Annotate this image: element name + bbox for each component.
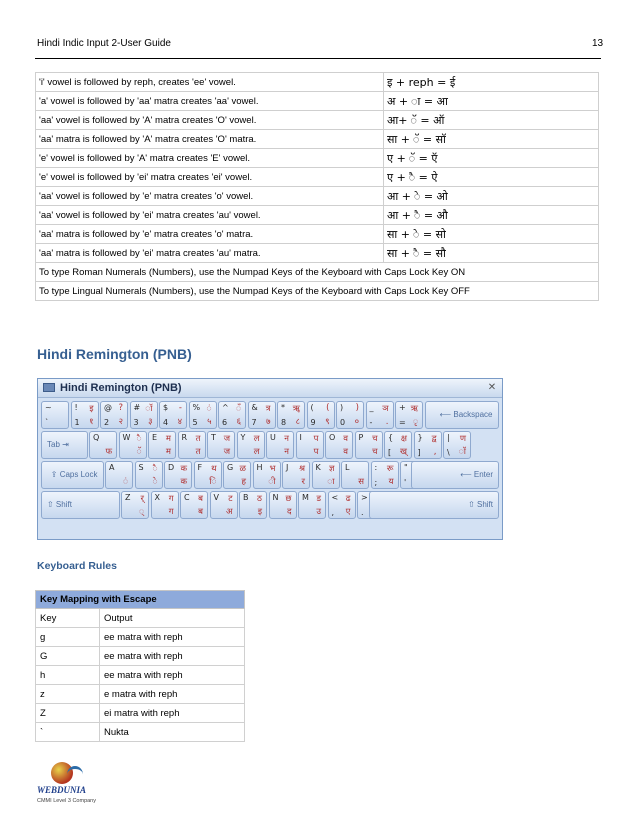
rule-description: 'a' vowel is followed by 'aa' matra creates 'aa' vowel. bbox=[36, 92, 384, 111]
key-shift-char: A bbox=[109, 463, 115, 472]
keyboard-key[interactable] bbox=[100, 401, 128, 429]
keyboard-key[interactable] bbox=[105, 461, 133, 489]
mapping-key: g bbox=[36, 628, 100, 647]
keyboard-row bbox=[41, 491, 499, 520]
key-hindi-char: र bbox=[301, 477, 305, 487]
key-hindi-char: फ bbox=[105, 447, 112, 457]
key-shift-char: + bbox=[399, 403, 406, 412]
key-hindi-char: ि bbox=[209, 477, 217, 487]
key-shift-char: E bbox=[152, 433, 158, 442]
keyboard-keys bbox=[41, 401, 499, 536]
mapping-key: z bbox=[36, 685, 100, 704]
key-hindi-shift-char: व bbox=[343, 434, 348, 444]
rule-description: 'aa' vowel is followed by 'e' matra creates 'o' vowel. bbox=[36, 187, 384, 206]
key-shift-char: I bbox=[299, 433, 302, 442]
key-shift-char: C bbox=[184, 493, 190, 502]
key-shift-char: L bbox=[345, 463, 350, 472]
keyboard-key[interactable] bbox=[121, 491, 149, 519]
keyboard-key[interactable] bbox=[178, 431, 206, 459]
rule-example: आ + ै = औ bbox=[384, 206, 599, 225]
key-hindi-shift-char: इ bbox=[89, 404, 94, 414]
key-hindi-char: ए bbox=[345, 507, 351, 517]
key-shift-char: } bbox=[417, 433, 423, 442]
key-hindi-char: ा bbox=[327, 477, 335, 487]
rule-example: सा + ॅ = सॉ bbox=[384, 130, 599, 149]
column-header: Key bbox=[36, 609, 100, 628]
key-hindi-char: ह bbox=[241, 477, 246, 487]
key-shift-char: $ bbox=[163, 403, 169, 412]
keyboard-key[interactable] bbox=[180, 491, 208, 519]
keyboard-key[interactable] bbox=[135, 461, 163, 489]
keyboard-key[interactable] bbox=[266, 431, 294, 459]
key-hindi-char: त bbox=[195, 447, 201, 457]
keyboard-key[interactable] bbox=[189, 401, 217, 429]
key-normal-char: , bbox=[331, 508, 335, 517]
keyboard-key[interactable] bbox=[298, 491, 326, 519]
keyboard-key[interactable] bbox=[341, 461, 369, 489]
key-shift-char: J bbox=[286, 463, 289, 472]
key-hindi-char: ॉ bbox=[458, 447, 466, 457]
key-shift-char: ( bbox=[310, 403, 314, 412]
keyboard-key[interactable] bbox=[119, 431, 147, 459]
key-shift-char: V bbox=[213, 493, 219, 502]
key-hindi-shift-char: ज्ञ bbox=[329, 464, 335, 474]
keyboard-key[interactable] bbox=[41, 401, 69, 429]
key-hindi-shift-char: ै bbox=[136, 434, 142, 444]
rule-description: 'i' vowel is followed by reph, creates 'ee' vowel. bbox=[36, 73, 384, 92]
table-row bbox=[36, 92, 599, 111]
keyboard-key[interactable] bbox=[414, 431, 442, 459]
mapping-key: Z bbox=[36, 704, 100, 723]
key-hindi-shift-char: च bbox=[372, 434, 378, 444]
key-hindi-shift-char: ड bbox=[316, 494, 321, 504]
key-hindi-char: य bbox=[388, 477, 394, 487]
key-shift-char: H bbox=[256, 463, 263, 472]
key-shift-char: " bbox=[404, 463, 408, 472]
keyboard-key[interactable] bbox=[325, 431, 353, 459]
table-row bbox=[36, 647, 245, 666]
key-hindi-char: ृ bbox=[412, 417, 418, 427]
key-shift-char: { bbox=[388, 433, 394, 442]
key-shift-char: B bbox=[243, 493, 249, 502]
key-hindi-char: च bbox=[372, 447, 378, 457]
keyboard-key[interactable] bbox=[384, 431, 412, 459]
key-normal-char: 6 bbox=[222, 418, 228, 427]
key-normal-char: [ bbox=[388, 448, 392, 457]
keyboard-key-shift[interactable] bbox=[369, 491, 499, 519]
key-hindi-char: अ bbox=[226, 507, 233, 517]
keyboard-row bbox=[41, 401, 499, 430]
keyboard-key[interactable] bbox=[282, 461, 310, 489]
mapping-key: h bbox=[36, 666, 100, 685]
key-hindi-shift-char: त bbox=[195, 434, 201, 444]
keyboard-key[interactable] bbox=[395, 401, 423, 429]
key-shift-char: < bbox=[331, 493, 339, 502]
key-hindi-char: ७ bbox=[266, 417, 271, 427]
key-shift-char: D bbox=[168, 463, 175, 472]
keyboard-key[interactable] bbox=[207, 431, 235, 459]
table-row bbox=[36, 187, 599, 206]
key-label: ⟵ Enter bbox=[460, 470, 493, 479]
key-hindi-shift-char: म bbox=[165, 434, 171, 444]
mapping-output: Nukta bbox=[100, 723, 245, 742]
table-row bbox=[36, 263, 599, 282]
key-shift-char: S bbox=[138, 463, 144, 472]
rule-description: 'e' vowel is followed by 'A' matra creates 'E' vowel. bbox=[36, 149, 384, 168]
rule-example: इ + reph = ई bbox=[384, 73, 599, 92]
key-label: ⟵ Backspace bbox=[439, 410, 493, 419]
key-hindi-shift-char: द्व bbox=[431, 434, 437, 444]
section-title: Hindi Remington (PNB) bbox=[37, 346, 192, 362]
keyboard-key[interactable] bbox=[366, 401, 394, 429]
keyboard-key[interactable] bbox=[371, 461, 399, 489]
key-shift-char: K bbox=[315, 463, 321, 472]
key-hindi-char: २ bbox=[118, 417, 123, 427]
key-shift-char: R bbox=[181, 433, 188, 442]
mapping-output: ei matra with reph bbox=[100, 704, 245, 723]
key-normal-char: 0 bbox=[340, 418, 346, 427]
table-row bbox=[36, 244, 599, 263]
key-normal-char: ] bbox=[417, 448, 421, 457]
table-row bbox=[36, 130, 599, 149]
key-hindi-shift-char: थ bbox=[211, 464, 217, 474]
keyboard-key[interactable] bbox=[210, 491, 238, 519]
key-shift-char: | bbox=[447, 433, 450, 442]
table-row bbox=[36, 111, 599, 130]
key-hindi-char: . bbox=[385, 417, 389, 427]
key-hindi-char: ् bbox=[138, 507, 144, 517]
mapping-key: ` bbox=[36, 723, 100, 742]
key-hindi-shift-char: ै bbox=[152, 464, 158, 474]
rule-description: 'e' vowel is followed by 'ei' matra creates 'ei' vowel. bbox=[36, 168, 384, 187]
keyboard-key[interactable] bbox=[148, 431, 176, 459]
keyboard-key[interactable] bbox=[194, 461, 222, 489]
keyboard-key-shift[interactable] bbox=[41, 491, 120, 519]
key-normal-char: - bbox=[369, 418, 373, 427]
key-hindi-shift-char: ॠ bbox=[292, 404, 300, 414]
keyboard-window bbox=[37, 378, 503, 540]
keyboard-key[interactable] bbox=[355, 431, 383, 459]
key-label: Tab ⇥ bbox=[47, 440, 69, 449]
keyboard-key-tab[interactable] bbox=[41, 431, 88, 459]
key-hindi-char: ब bbox=[198, 507, 203, 517]
key-shift-char: N bbox=[272, 493, 279, 502]
key-normal-char: ' bbox=[404, 478, 407, 487]
key-shift-char: F bbox=[197, 463, 203, 472]
key-normal-char: 7 bbox=[251, 418, 257, 427]
key-shift-char: : bbox=[374, 463, 378, 472]
key-shift-char: M bbox=[302, 493, 309, 502]
key-shift-char: % bbox=[192, 403, 201, 412]
keyboard-key[interactable] bbox=[237, 431, 265, 459]
key-hindi-shift-char: क bbox=[180, 464, 187, 474]
key-hindi-shift-char: प bbox=[313, 434, 319, 444]
column-header: Output bbox=[100, 609, 245, 628]
key-hindi-shift-char: ं bbox=[206, 404, 212, 414]
keyboard-key-backspace[interactable] bbox=[425, 401, 499, 429]
key-hindi-char: ४ bbox=[177, 417, 182, 427]
mapping-key: G bbox=[36, 647, 100, 666]
key-shift-char: @ bbox=[104, 403, 112, 412]
table-row bbox=[36, 685, 245, 704]
key-shift-char: ~ bbox=[45, 403, 52, 412]
key-hindi-char: ६ bbox=[236, 417, 241, 427]
key-hindi-char: ३ bbox=[148, 417, 153, 427]
key-normal-char: 9 bbox=[310, 418, 316, 427]
key-label: ⇪ Caps Lock bbox=[50, 470, 98, 479]
key-label: ⇧ Shift bbox=[468, 500, 493, 509]
key-hindi-shift-char: क्ष bbox=[400, 434, 407, 444]
mapping-output: e matra with reph bbox=[100, 685, 245, 704]
table-row bbox=[36, 628, 245, 647]
key-hindi-shift-char: ब bbox=[198, 494, 203, 504]
table-row bbox=[36, 704, 245, 723]
key-hindi-char: ८ bbox=[295, 417, 300, 427]
keyboard-row bbox=[41, 461, 499, 490]
key-shift-char: Z bbox=[125, 493, 131, 502]
key-hindi-shift-char: न bbox=[284, 434, 289, 444]
mapping-output: ee matra with reph bbox=[100, 647, 245, 666]
key-shift-char: U bbox=[270, 433, 276, 442]
key-hindi-shift-char: ज bbox=[223, 434, 230, 444]
logo-swirl-icon bbox=[67, 766, 83, 783]
rule-description: 'aa' matra is followed by 'ei' matra creates 'au' matra. bbox=[36, 244, 384, 263]
keyboard-key[interactable] bbox=[164, 461, 192, 489]
key-hindi-shift-char: ग bbox=[168, 494, 174, 504]
keyboard-key[interactable] bbox=[277, 401, 305, 429]
key-mapping-title: Key Mapping with Escape bbox=[36, 591, 245, 609]
key-hindi-shift-char: त्र bbox=[265, 404, 271, 414]
table-row bbox=[36, 666, 245, 685]
keyboard-key[interactable] bbox=[312, 461, 340, 489]
page-header-title: Hindi Indic Input 2-User Guide bbox=[37, 38, 171, 49]
numeral-note: To type Roman Numerals (Numbers), use the Numpad Keys of the Keyboard with Caps Lock Key ON bbox=[36, 263, 599, 282]
key-hindi-shift-char: ट bbox=[228, 494, 233, 504]
table-header-row bbox=[36, 609, 245, 628]
key-normal-char: ` bbox=[45, 418, 49, 427]
rule-example: आ+ ॅ = ऑ bbox=[384, 111, 599, 130]
rule-description: 'aa' vowel is followed by 'A' matra creates 'O' vowel. bbox=[36, 111, 384, 130]
key-hindi-shift-char: ळ bbox=[239, 464, 246, 474]
vowel-rules-table bbox=[35, 72, 599, 301]
table-row bbox=[36, 149, 599, 168]
keyboard-key[interactable] bbox=[151, 491, 179, 519]
table-row bbox=[36, 723, 245, 742]
key-hindi-char: द bbox=[286, 507, 292, 517]
rule-description: 'aa' matra is followed by 'e' matra creates 'o' matra. bbox=[36, 225, 384, 244]
logo-tagline: CMMI Level 3 Company bbox=[37, 798, 96, 804]
webdunia-logo bbox=[37, 762, 115, 808]
key-normal-char: = bbox=[399, 418, 406, 427]
key-normal-char: 8 bbox=[281, 418, 287, 427]
keyboard-key[interactable] bbox=[239, 491, 267, 519]
key-hindi-shift-char: श्र bbox=[298, 464, 305, 474]
key-label: ⇧ Shift bbox=[47, 500, 72, 509]
numeral-note: To type Lingual Numerals (Numbers), use the Numpad Keys of the Keyboard with Caps Lock Key OFF bbox=[36, 282, 599, 301]
key-hindi-shift-char: - bbox=[178, 403, 182, 413]
table-row bbox=[36, 225, 599, 244]
key-hindi-char: ग bbox=[168, 507, 174, 517]
key-hindi-char: ५ bbox=[207, 417, 212, 427]
keyboard-key[interactable] bbox=[71, 401, 99, 429]
keyboard-title-bar bbox=[38, 379, 502, 398]
key-hindi-shift-char: ठ bbox=[257, 494, 262, 504]
keyboard-key[interactable] bbox=[159, 401, 187, 429]
key-hindi-shift-char: ) bbox=[355, 403, 359, 413]
key-hindi-char: स bbox=[358, 477, 364, 487]
keyboard-title: Hindi Remington (PNB) bbox=[60, 382, 182, 394]
close-icon[interactable]: ✕ bbox=[487, 382, 497, 393]
keyboard-key-capslock[interactable] bbox=[41, 461, 104, 489]
keyboard-row bbox=[41, 431, 499, 460]
key-shift-char: P bbox=[358, 433, 364, 442]
keyboard-key-enter[interactable] bbox=[411, 461, 499, 489]
key-shift-char: Q bbox=[93, 433, 100, 442]
key-hindi-char: ी bbox=[268, 477, 276, 487]
keyboard-key[interactable] bbox=[336, 401, 364, 429]
key-shift-char: G bbox=[227, 463, 234, 472]
key-mapping-title-row bbox=[36, 591, 245, 609]
rule-example: अ + ा = आ bbox=[384, 92, 599, 111]
key-hindi-char: ज bbox=[223, 447, 230, 457]
logo-name: WEBDUNIA bbox=[37, 785, 87, 795]
key-hindi-char: ख् bbox=[400, 447, 407, 457]
rule-example: ए + ॅ = ऍ bbox=[384, 149, 599, 168]
key-shift-char: Y bbox=[240, 433, 246, 442]
table-row bbox=[36, 73, 599, 92]
keyboard-key[interactable] bbox=[443, 431, 471, 459]
key-hindi-shift-char: र् bbox=[140, 494, 144, 504]
key-hindi-char: ९ bbox=[325, 417, 330, 427]
key-shift-char: & bbox=[251, 403, 258, 412]
key-normal-char: 5 bbox=[192, 418, 198, 427]
key-hindi-shift-char: ण bbox=[459, 434, 466, 444]
key-hindi-char: इ bbox=[257, 507, 262, 517]
key-shift-char: X bbox=[154, 493, 160, 502]
rule-description: 'aa' matra is followed by 'A' matra creates 'O' matra. bbox=[36, 130, 384, 149]
table-row bbox=[36, 282, 599, 301]
rule-example: ए + ै = ऐ bbox=[384, 168, 599, 187]
key-hindi-shift-char: ँ bbox=[235, 404, 241, 414]
key-normal-char: 4 bbox=[163, 418, 169, 427]
rule-example: आ + े = ओ bbox=[384, 187, 599, 206]
keyboard-key[interactable] bbox=[253, 461, 281, 489]
key-hindi-shift-char: छ bbox=[285, 494, 292, 504]
key-hindi-shift-char: ऋ bbox=[410, 404, 418, 414]
key-normal-char: . bbox=[361, 508, 364, 517]
keyboard-key[interactable] bbox=[307, 401, 335, 429]
key-hindi-shift-char: ल bbox=[253, 434, 260, 444]
key-shift-char: _ bbox=[369, 403, 374, 412]
key-hindi-char: ल bbox=[253, 447, 260, 457]
key-hindi-shift-char: रू bbox=[386, 464, 394, 474]
key-shift-char: T bbox=[211, 433, 216, 442]
key-hindi-char: , bbox=[433, 447, 437, 457]
header-rule bbox=[35, 58, 601, 59]
keyboard-key[interactable] bbox=[269, 491, 297, 519]
key-normal-char: 1 bbox=[74, 418, 80, 427]
key-hindi-char: क bbox=[180, 477, 187, 487]
key-mapping-table bbox=[35, 590, 245, 742]
keyboard-rules-heading: Keyboard Rules bbox=[37, 560, 117, 572]
key-shift-char: > bbox=[361, 493, 368, 502]
key-hindi-shift-char: ( bbox=[326, 403, 330, 413]
key-hindi-shift-char: ॉ bbox=[145, 404, 153, 414]
key-hindi-shift-char: ढ bbox=[345, 494, 351, 504]
rule-example: सा + े = सो bbox=[384, 225, 599, 244]
key-normal-char: 2 bbox=[104, 418, 110, 427]
key-hindi-char: े bbox=[152, 477, 158, 487]
key-normal-char: \ bbox=[447, 448, 450, 457]
mapping-output: ee matra with reph bbox=[100, 666, 245, 685]
key-shift-char: * bbox=[281, 403, 285, 412]
keyboard-key[interactable] bbox=[130, 401, 158, 429]
key-hindi-char: म bbox=[165, 447, 171, 457]
key-hindi-char: १ bbox=[89, 417, 94, 427]
keyboard-key[interactable] bbox=[248, 401, 276, 429]
mapping-output: ee matra with reph bbox=[100, 628, 245, 647]
keyboard-key[interactable] bbox=[218, 401, 246, 429]
key-hindi-char: उ bbox=[316, 507, 321, 517]
key-hindi-char: न bbox=[284, 447, 289, 457]
rule-example: सा + ै = सौ bbox=[384, 244, 599, 263]
key-hindi-char: ॅ bbox=[136, 447, 142, 457]
key-hindi-char: व bbox=[343, 447, 348, 457]
key-shift-char: ^ bbox=[222, 403, 229, 412]
key-hindi-shift-char: भ bbox=[269, 464, 276, 474]
keyboard-icon bbox=[43, 383, 55, 392]
page-number: 13 bbox=[592, 38, 604, 49]
key-hindi-char: ० bbox=[354, 417, 359, 427]
key-shift-char: # bbox=[133, 403, 141, 412]
key-shift-char: ! bbox=[74, 403, 78, 412]
key-normal-char: 3 bbox=[133, 418, 139, 427]
table-row bbox=[36, 168, 599, 187]
keyboard-key[interactable] bbox=[296, 431, 324, 459]
key-shift-char: O bbox=[329, 433, 336, 442]
key-hindi-shift-char: ञ bbox=[382, 404, 389, 414]
table-row bbox=[36, 206, 599, 225]
key-normal-char: ; bbox=[374, 478, 378, 487]
key-hindi-char: प bbox=[313, 447, 319, 457]
key-hindi-char: ं bbox=[122, 477, 128, 487]
keyboard-key[interactable] bbox=[223, 461, 251, 489]
key-shift-char: W bbox=[122, 433, 131, 442]
keyboard-key[interactable] bbox=[89, 431, 117, 459]
key-shift-char: ) bbox=[340, 403, 344, 412]
key-hindi-shift-char: ? bbox=[118, 403, 123, 413]
keyboard-key[interactable] bbox=[328, 491, 356, 519]
rule-description: 'aa' vowel is followed by 'ei' matra creates 'au' vowel. bbox=[36, 206, 384, 225]
